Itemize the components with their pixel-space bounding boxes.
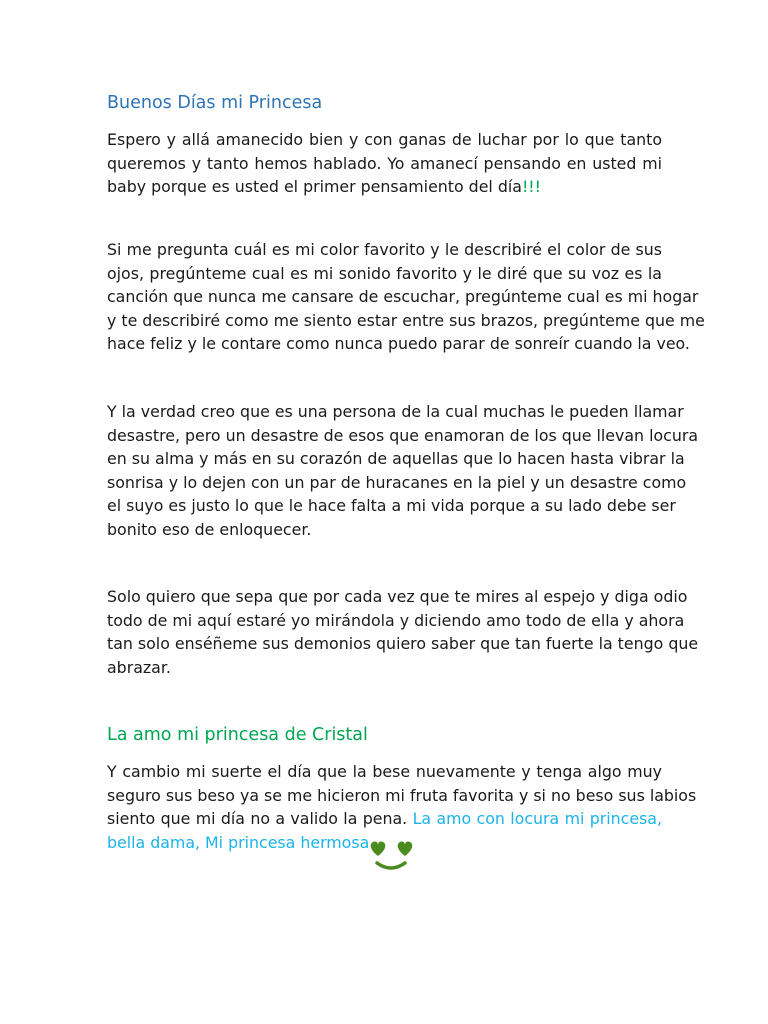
smile-mouth-icon [377,863,405,868]
paragraph-3-line-2: desastre, pero un desastre de esos que enamoran de los que llevan locura [107,425,699,445]
left-heart-icon [371,841,386,856]
paragraph-2-line-4: y te describiré como me siento estar entre sus brazos, pregúnteme que me [107,310,705,330]
exclamation-marks: !!! [521,177,541,196]
paragraph-5-line-1: Y cambio mi suerte el día que la bese nuevamente y tenga algo muy [107,762,662,781]
paragraph-1-line-2: queremos y tanto hemos hablado. Yo amanecí pensando en usted mi [107,153,662,173]
paragraph-5-line-3 [107,807,662,831]
highlight-text-2: bella dama, Mi princesa hermosa [107,832,370,852]
paragraph-2-line-1: Si me pregunta cuál es mi color favorito y le describiré el color de sus [107,240,662,259]
paragraph-1-line-1: Espero y allá amanecido bien y con ganas de luchar por lo que tanto [107,130,662,149]
paragraph-4-line-2: todo de mi aquí estaré yo mirándola y diciendo amo todo de ella y ahora [107,610,685,630]
paragraph-1 [107,128,662,199]
paragraph-4 [107,585,699,679]
paragraph-4-line-4: abrazar. [107,657,171,677]
paragraph-5-line-2: seguro sus beso ya se me hicieron mi fruta favorita y si no beso sus labios [107,785,697,805]
heart-eyes-smiley-icon [368,839,416,873]
heading-la-amo: La amo mi princesa de Cristal [107,725,368,745]
heading-buenos-dias: Buenos Días mi Princesa [107,93,323,113]
paragraph-2 [107,238,705,356]
paragraph-4-line-3: tan solo enséñeme sus demonios quiero saber que tan fuerte la tengo que [107,634,699,653]
paragraph-3 [107,400,699,541]
paragraph-3-line-6: bonito eso de enloquecer. [107,519,312,539]
paragraph-5-line-3-text: siento que mi día no a valido la pena. [107,809,413,828]
paragraph-3-line-5: el suyo es justo lo que le hace falta a mi vida porque a su lado debe ser [107,496,676,515]
highlight-text-1: La amo con locura mi princesa, [412,809,662,828]
paragraph-1-line-3 [107,175,662,199]
paragraph-2-line-2: ojos, pregúnteme cual es mi sonido favorito y le diré que su voz es la [107,263,662,283]
right-heart-icon [398,841,413,856]
paragraph-4-line-1: Solo quiero que sepa que por cada vez que te mires al espejo y diga odio [107,587,688,606]
paragraph-2-line-5: hace feliz y le contare como nunca puedo parar de sonreír cuando la veo. [107,334,690,353]
paragraph-3-line-3: en su alma y más en su corazón de aquellas que lo hacen hasta vibrar la [107,449,685,468]
paragraph-1-last-line-text: baby porque es usted el primer pensamiento del día [107,177,522,196]
paragraph-2-line-3: canción que nunca me cansare de escuchar, pregúnteme cual es mi hogar [107,287,699,306]
paragraph-3-line-1: Y la verdad creo que es una persona de la cual muchas le pueden llamar [107,402,684,421]
paragraph-3-line-4: sonrisa y lo dejen con un par de huracanes en la piel y un desastre como [107,472,687,492]
